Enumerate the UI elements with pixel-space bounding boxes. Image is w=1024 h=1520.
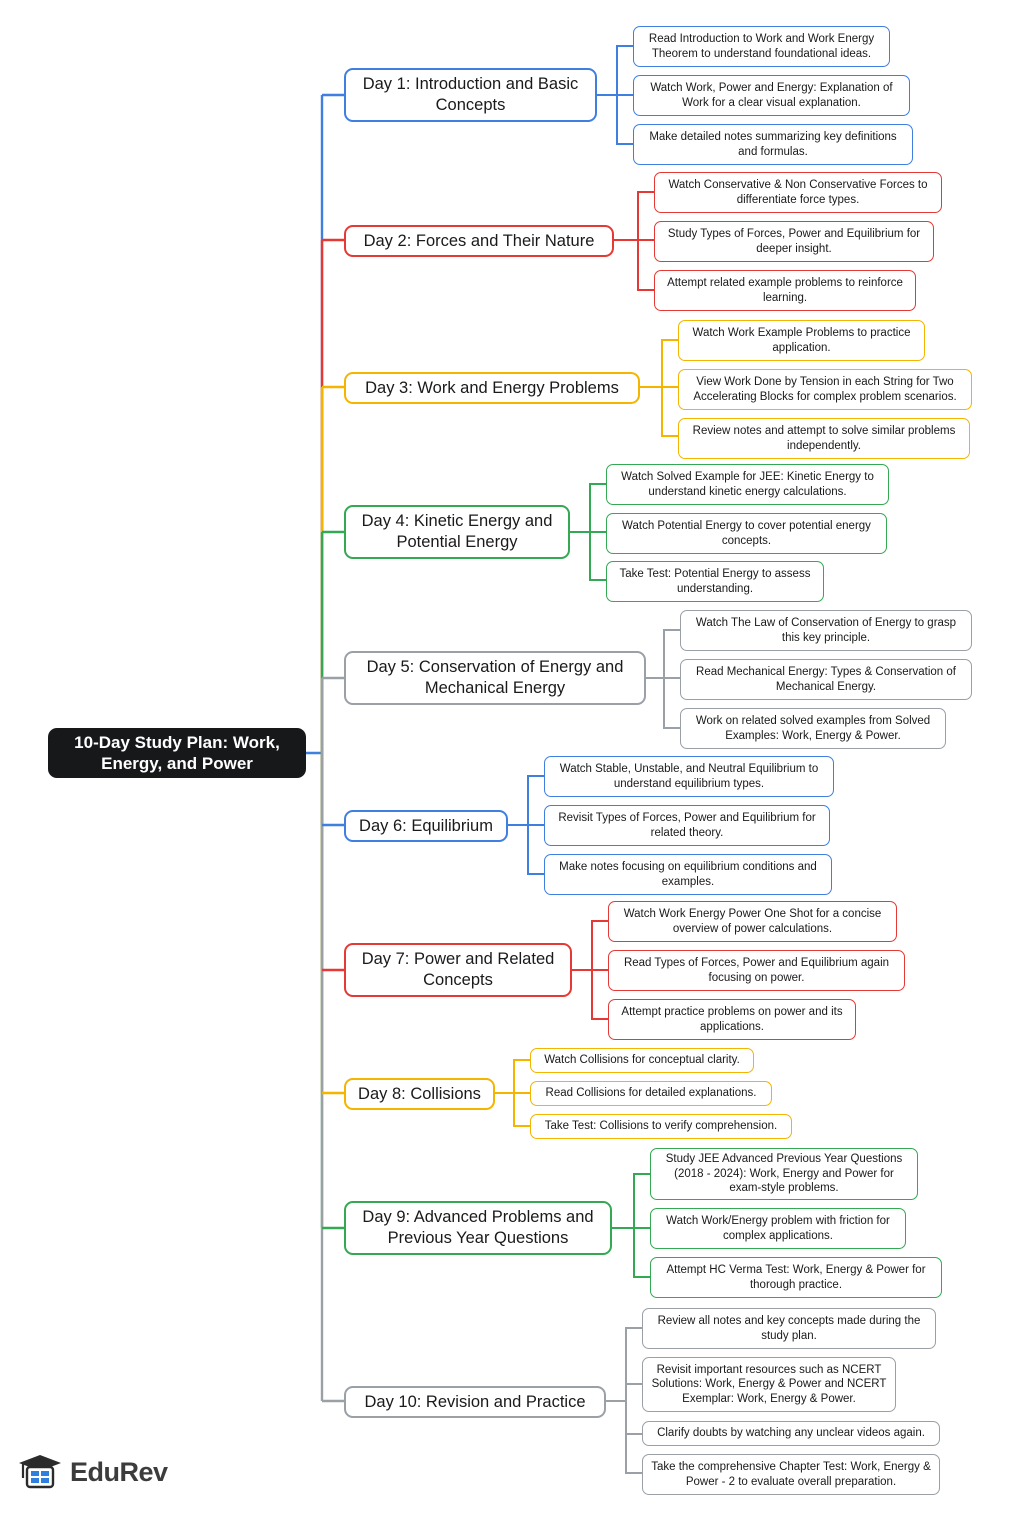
leaf-node[interactable]: Watch Potential Energy to cover potential energy concepts. xyxy=(606,513,887,554)
leaf-node[interactable]: Take Test: Collisions to verify comprehension. xyxy=(530,1114,792,1139)
branch-node-day-1[interactable]: Day 1: Introduction and Basic Concepts xyxy=(344,68,597,122)
leaf-node[interactable]: Make detailed notes summarizing key definitions and formulas. xyxy=(633,124,913,165)
leaf-node[interactable]: Read Collisions for detailed explanations. xyxy=(530,1081,772,1106)
leaf-node[interactable]: Read Introduction to Work and Work Energy Theorem to understand foundational ideas. xyxy=(633,26,890,67)
branch-node-day-2[interactable]: Day 2: Forces and Their Nature xyxy=(344,225,614,257)
leaf-node[interactable]: Revisit important resources such as NCERT Solutions: Work, Energy & Power and NCERT Exemplar: Work, Energy & Power. xyxy=(642,1357,896,1412)
branch-node-day-10[interactable]: Day 10: Revision and Practice xyxy=(344,1386,606,1418)
leaf-node[interactable]: Watch Collisions for conceptual clarity. xyxy=(530,1048,754,1073)
branch-node-day-8[interactable]: Day 8: Collisions xyxy=(344,1078,495,1110)
edurev-logo xyxy=(18,1452,168,1492)
leaf-node[interactable]: Watch Work/Energy problem with friction for complex applications. xyxy=(650,1208,906,1249)
leaf-node[interactable]: Clarify doubts by watching any unclear videos again. xyxy=(642,1421,940,1446)
branch-node-day-6[interactable]: Day 6: Equilibrium xyxy=(344,810,508,842)
leaf-node[interactable]: Attempt related example problems to reinforce learning. xyxy=(654,270,916,311)
leaf-node[interactable]: Review notes and attempt to solve similar problems independently. xyxy=(678,418,970,459)
leaf-node[interactable]: Take Test: Potential Energy to assess understanding. xyxy=(606,561,824,602)
leaf-node[interactable]: Review all notes and key concepts made during the study plan. xyxy=(642,1308,936,1349)
leaf-node[interactable]: Watch Conservative & Non Conservative Forces to differentiate force types. xyxy=(654,172,942,213)
leaf-node[interactable]: Work on related solved examples from Solved Examples: Work, Energy & Power. xyxy=(680,708,946,749)
branch-node-day-7[interactable]: Day 7: Power and Related Concepts xyxy=(344,943,572,997)
leaf-node[interactable]: Watch Stable, Unstable, and Neutral Equilibrium to understand equilibrium types. xyxy=(544,756,834,797)
leaf-node[interactable]: Take the comprehensive Chapter Test: Work, Energy & Power - 2 to evaluate overall preparation. xyxy=(642,1454,940,1495)
leaf-node[interactable]: Read Types of Forces, Power and Equilibrium again focusing on power. xyxy=(608,950,905,991)
branch-node-day-9[interactable]: Day 9: Advanced Problems and Previous Year Questions xyxy=(344,1201,612,1255)
leaf-node[interactable]: Watch Work Example Problems to practice application. xyxy=(678,320,925,361)
root-node[interactable]: 10-Day Study Plan: Work, Energy, and Power xyxy=(48,728,306,778)
leaf-node[interactable]: Watch Solved Example for JEE: Kinetic Energy to understand kinetic energy calculations. xyxy=(606,464,889,505)
leaf-node[interactable]: Make notes focusing on equilibrium conditions and examples. xyxy=(544,854,832,895)
leaf-node[interactable]: Study JEE Advanced Previous Year Questions (2018 - 2024): Work, Energy and Power for exam-style problems. xyxy=(650,1148,918,1200)
leaf-node[interactable]: Study Types of Forces, Power and Equilibrium for deeper insight. xyxy=(654,221,934,262)
leaf-node[interactable]: Watch Work Energy Power One Shot for a concise overview of power calculations. xyxy=(608,901,897,942)
leaf-node[interactable]: Attempt practice problems on power and its applications. xyxy=(608,999,856,1040)
leaf-node[interactable]: Attempt HC Verma Test: Work, Energy & Power for thorough practice. xyxy=(650,1257,942,1298)
brand-name: EduRev xyxy=(70,1456,168,1487)
branch-node-day-4[interactable]: Day 4: Kinetic Energy and Potential Energy xyxy=(344,505,570,559)
leaf-node[interactable]: Read Mechanical Energy: Types & Conservation of Mechanical Energy. xyxy=(680,659,972,700)
graduation-cap-icon xyxy=(18,1452,62,1492)
leaf-node[interactable]: View Work Done by Tension in each String for Two Accelerating Blocks for complex problem scenarios. xyxy=(678,369,972,410)
branch-node-day-5[interactable]: Day 5: Conservation of Energy and Mechanical Energy xyxy=(344,651,646,705)
branch-node-day-3[interactable]: Day 3: Work and Energy Problems xyxy=(344,372,640,404)
leaf-node[interactable]: Watch Work, Power and Energy: Explanation of Work for a clear visual explanation. xyxy=(633,75,910,116)
leaf-node[interactable]: Revisit Types of Forces, Power and Equilibrium for related theory. xyxy=(544,805,830,846)
leaf-node[interactable]: Watch The Law of Conservation of Energy to grasp this key principle. xyxy=(680,610,972,651)
